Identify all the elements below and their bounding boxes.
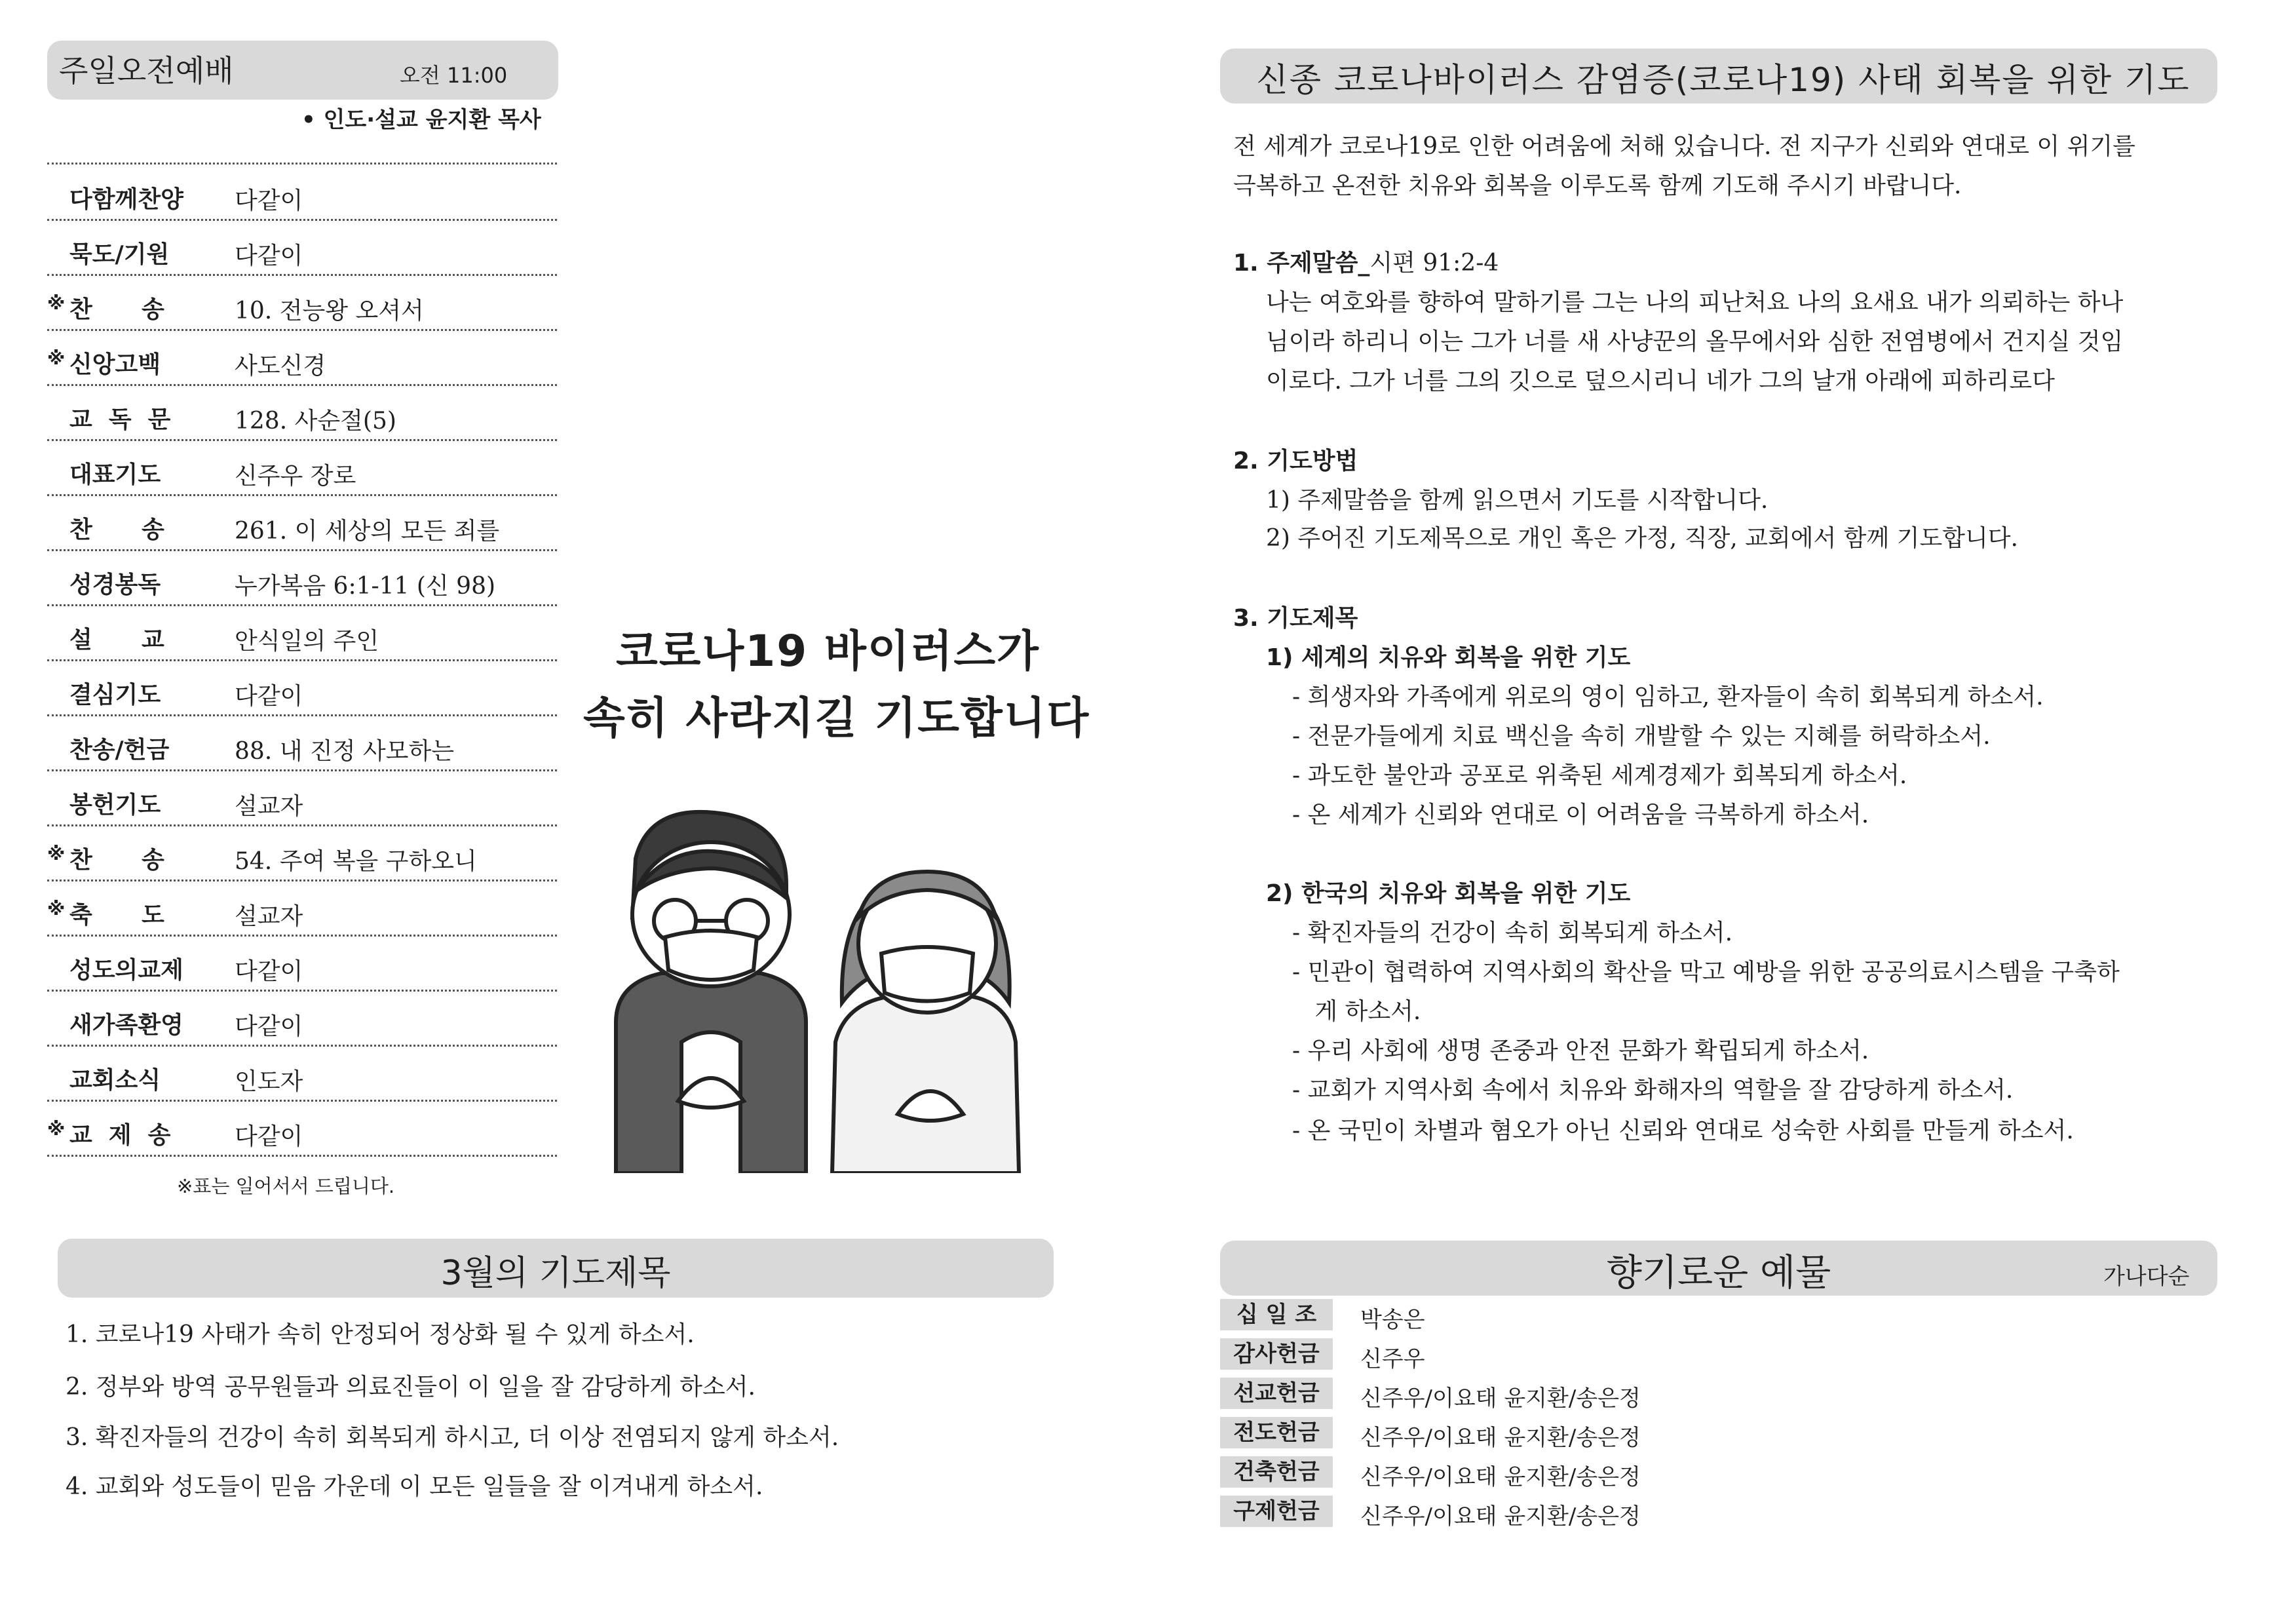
- order-label: 신앙고백: [69, 351, 161, 378]
- order-value: 128. 사순절(5): [235, 408, 396, 435]
- stand-mark: ※: [47, 347, 66, 369]
- order-label: 교 독 문: [69, 406, 171, 433]
- method-1: 1) 주제말씀을 함께 읽으면서 기도를 시작합니다.: [1266, 487, 1769, 514]
- offering-order-note: 가나다순: [2103, 1264, 2190, 1290]
- topics-heading: 3. 기도제목: [1233, 605, 1358, 632]
- verse-heading: 1. 주제말씀_: [1233, 250, 1370, 277]
- method-2: 2) 주어진 기도제목으로 개인 혹은 가정, 직장, 교회에서 함께 기도합니다.: [1266, 525, 2018, 552]
- march-prayer-item-2: 2. 정부와 방역 공무원들과 의료진들이 이 일을 잘 감당하게 하소서.: [66, 1374, 756, 1401]
- order-value: 누가복음 6:1-11 (신 98): [235, 573, 496, 600]
- worship-order-row: [47, 714, 557, 771]
- woman-figure: [832, 872, 1019, 1173]
- worship-order-row: [47, 935, 557, 992]
- order-label: 결심기도: [69, 682, 161, 708]
- offering-value: 박송은: [1360, 1307, 1425, 1333]
- worship-order-row: [47, 659, 557, 716]
- order-value: 261. 이 세상의 모든 죄를: [235, 518, 500, 545]
- verse-line-3: 이로다. 그가 너를 그의 깃으로 덮으시리니 네가 그의 날개 아래에 피하리로다: [1266, 368, 2055, 395]
- worship-order-row: [47, 1045, 557, 1102]
- banner-line-1: 코로나19 바이러스가: [616, 626, 1040, 676]
- order-value: 다같이: [235, 187, 303, 214]
- order-value: 다같이: [235, 242, 303, 269]
- order-value: 54. 주여 복을 구하오니: [235, 848, 477, 875]
- offering-value: 신주우/이요태 윤지환/송은정: [1360, 1464, 1641, 1490]
- march-prayer-item-3: 3. 확진자들의 건강이 속히 회복되게 하시고, 더 이상 전염되지 않게 하소서.: [66, 1424, 839, 1451]
- order-value: 설교자: [235, 793, 303, 820]
- order-value: 신주우 장로: [235, 463, 356, 490]
- stand-mark: ※: [47, 292, 66, 314]
- corona-prayer-title: 신종 코로나바이러스 감염증(코로나19) 사태 회복을 위한 기도: [1256, 61, 2191, 99]
- praying-people-illustration: [590, 806, 1022, 1173]
- verse-line-1: 나는 여호와를 향하여 말하기를 그는 나의 피난처요 나의 요새요 내가 의뢰하는 하나: [1266, 289, 2124, 316]
- stand-note: ※표는 일어서서 드립니다.: [177, 1175, 395, 1197]
- order-value: 다같이: [235, 683, 303, 710]
- order-label: 찬 송: [69, 296, 164, 323]
- offering-label: 전도헌금: [1220, 1417, 1333, 1448]
- worship-order-row: [47, 494, 557, 551]
- banner-line-2: 속히 사라지길 기도합니다: [583, 693, 1090, 743]
- order-value: 인도자: [235, 1068, 303, 1095]
- order-label: 찬 송: [69, 516, 164, 543]
- offering-value: 신주우: [1360, 1346, 1425, 1372]
- offering-label: 구제헌금: [1220, 1496, 1333, 1527]
- order-label: 교 제 송: [69, 1122, 171, 1149]
- offering-label: 선교헌금: [1220, 1378, 1333, 1409]
- march-prayer-item-1: 1. 코로나19 사태가 속히 안정되어 정상화 될 수 있게 하소서.: [66, 1321, 695, 1348]
- offering-title: 향기로운 예물: [1606, 1252, 1831, 1294]
- order-label: 성도의교제: [69, 957, 183, 984]
- stand-mark: ※: [47, 843, 66, 864]
- worship-order-row: [47, 880, 557, 937]
- offering-label: 감사헌금: [1220, 1338, 1333, 1370]
- order-value: 88. 내 진정 사모하는: [235, 738, 455, 765]
- stand-mark: ※: [47, 898, 66, 919]
- order-label: 찬송/헌금: [69, 737, 170, 764]
- order-value: 설교자: [235, 903, 303, 930]
- worship-order-row: [47, 384, 557, 441]
- method-heading: 2. 기도방법: [1233, 448, 1358, 474]
- order-label: 교회소식: [69, 1067, 161, 1094]
- offering-value: 신주우/이요태 윤지환/송은정: [1360, 1385, 1641, 1412]
- intro-line-2: 극복하고 온전한 치유와 회복을 이루도록 함께 기도해 주시기 바랍니다.: [1233, 172, 1962, 199]
- worship-order-row: [47, 219, 557, 276]
- worship-order-row: [47, 1100, 557, 1157]
- preacher-line: • 인도·설교 윤지환 목사: [301, 107, 541, 133]
- worship-order-row: [47, 439, 557, 496]
- order-label: 새가족환영: [69, 1012, 183, 1039]
- order-label: 성경봉독: [69, 571, 161, 598]
- worship-time: 오전 11:00: [400, 63, 508, 88]
- stand-mark: ※: [47, 1118, 66, 1140]
- world-item-1: - 희생자와 가족에게 위로의 영이 임하고, 환자들이 속히 회복되게 하소서.: [1292, 684, 2044, 710]
- worship-order-row: [47, 769, 557, 826]
- world-item-2: - 전문가들에게 치료 백신을 속히 개발할 수 있는 지혜를 허락하소서.: [1292, 723, 1991, 750]
- worship-order-row: [47, 604, 557, 661]
- korea-item-1: - 확진자들의 건강이 속히 회복되게 하소서.: [1292, 919, 1733, 946]
- order-label: 묵도/기원: [69, 241, 170, 268]
- order-value: 10. 전능왕 오셔서: [235, 298, 424, 324]
- worship-order-row: [47, 164, 557, 221]
- order-value: 다같이: [235, 958, 303, 985]
- offering-value: 신주우/이요태 윤지환/송은정: [1360, 1503, 1641, 1530]
- world-item-3: - 과도한 불안과 공포로 위축된 세계경제가 회복되게 하소서.: [1292, 762, 1907, 789]
- offering-label: 십 일 조: [1220, 1299, 1333, 1330]
- worship-title: 주일오전예배: [59, 53, 234, 88]
- order-value: 다같이: [235, 1013, 303, 1040]
- order-value: 안식일의 주인: [235, 628, 379, 655]
- korea-item-4: - 교회가 지역사회 속에서 치유와 화해자의 역할을 잘 감당하게 하소서.: [1292, 1077, 2014, 1104]
- verse-line-2: 님이라 하리니 이는 그가 너를 새 사냥꾼의 올무에서와 심한 전염병에서 건지실 것임: [1266, 328, 2124, 355]
- intro-line-1: 전 세계가 코로나19로 인한 어려움에 처해 있습니다. 전 지구가 신뢰와 연대로 이 위기를: [1233, 133, 2135, 160]
- offering-label: 건축헌금: [1220, 1456, 1333, 1488]
- verse-heading-row: [1233, 244, 1499, 278]
- worship-order-row: [47, 549, 557, 606]
- korea-item-3: - 우리 사회에 생명 존중과 안전 문화가 확립되게 하소서.: [1292, 1037, 1869, 1064]
- march-prayer-item-4: 4. 교회와 성도들이 믿음 가운데 이 모든 일들을 잘 이겨내게 하소서.: [66, 1473, 763, 1500]
- order-label: 설 교: [69, 627, 164, 653]
- world-item-4: - 온 세계가 신뢰와 연대로 이 어려움을 극복하게 하소서.: [1292, 802, 1869, 828]
- worship-order-row: [47, 274, 557, 331]
- korea-item-2: - 민관이 협력하여 지역사회의 확산을 막고 예방을 위한 공공의료시스템을 구축하: [1292, 959, 2120, 986]
- world-heading: 1) 세계의 치유와 회복을 위한 기도: [1266, 644, 1631, 671]
- worship-order-row: [47, 990, 557, 1047]
- korea-heading: 2) 한국의 치유와 회복을 위한 기도: [1266, 880, 1631, 907]
- worship-order-row: [47, 824, 557, 881]
- order-label: 찬 송: [69, 847, 164, 874]
- march-prayer-title: 3월의 기도제목: [440, 1254, 671, 1293]
- order-value: 다같이: [235, 1123, 303, 1150]
- korea-item-2-cont: 게 하소서.: [1292, 998, 1421, 1025]
- worship-order-row: [47, 329, 557, 386]
- verse-ref: 시편 91:2-4: [1369, 250, 1499, 277]
- order-value: 사도신경: [235, 353, 326, 379]
- order-label: 다함께찬양: [69, 186, 183, 213]
- offering-value: 신주우/이요태 윤지환/송은정: [1360, 1425, 1641, 1451]
- korea-item-5: - 온 국민이 차별과 혐오가 아닌 신뢰와 연대로 성숙한 사회를 만들게 하소서.: [1292, 1117, 2074, 1144]
- order-label: 봉헌기도: [69, 792, 161, 819]
- order-label: 대표기도: [69, 461, 161, 488]
- order-label: 축 도: [69, 902, 164, 929]
- man-figure: [616, 812, 806, 1173]
